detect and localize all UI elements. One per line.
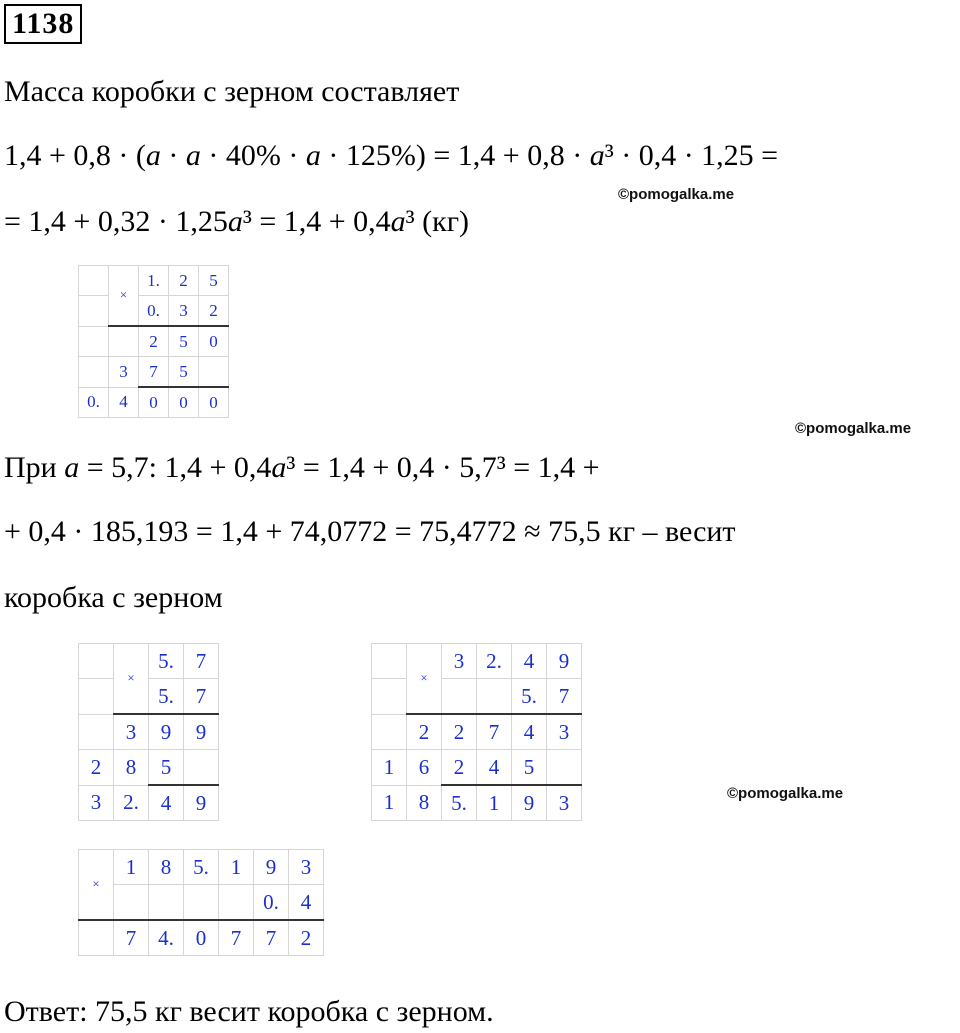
calc-row xyxy=(79,326,229,357)
calc-cell: 3 xyxy=(109,357,139,388)
calc-cell: 4 xyxy=(149,785,184,821)
calc-row xyxy=(79,387,229,418)
calc-cell: 5 xyxy=(169,326,199,357)
calc-cell xyxy=(79,296,109,327)
calc-cell: 3 xyxy=(79,785,114,821)
calc-cell: 7 xyxy=(184,644,219,679)
calc-cell: 4 xyxy=(289,885,324,921)
calc-cell: 1 xyxy=(372,785,407,821)
calc-row xyxy=(79,785,219,821)
calc-cell: 5. xyxy=(149,644,184,679)
calc-cell xyxy=(79,714,114,750)
calc-cell: 7 xyxy=(114,920,149,956)
calc-cell: 3 xyxy=(547,785,582,821)
calc-cell: 9 xyxy=(184,714,219,750)
calc-row xyxy=(79,357,229,388)
calc-cell: 2 xyxy=(407,714,442,750)
calc-cell: 1 xyxy=(477,785,512,821)
calc-cell xyxy=(372,714,407,750)
calc-row xyxy=(79,920,324,956)
calc-cell xyxy=(114,885,149,921)
calc-cell xyxy=(79,266,109,296)
calc-cell: 0 xyxy=(139,387,169,418)
calc-cell: 5 xyxy=(149,750,184,786)
calc-cell: 0 xyxy=(199,326,229,357)
watermark: ©pomogalka.me xyxy=(618,186,735,203)
calc-cell: 2 xyxy=(199,296,229,327)
multiply-sign: × xyxy=(79,850,114,921)
equation-line-2: = 1,4 + 0,32 · 1,25a³ = 1,4 + 0,4a³ (кг) xyxy=(4,205,470,238)
calc-cell: 9 xyxy=(547,644,582,679)
calc-cell: 3 xyxy=(114,714,149,750)
calc-row xyxy=(372,644,582,679)
calc-row xyxy=(372,785,582,821)
calc-cell xyxy=(477,679,512,715)
calc-cell xyxy=(79,357,109,388)
calc-cell: 1 xyxy=(114,850,149,885)
equation-line-5: коробка с зерном xyxy=(4,581,223,614)
calc-cell: 5. xyxy=(184,850,219,885)
calc-row xyxy=(372,714,582,750)
calc-row xyxy=(79,850,324,885)
calc-cell: 0. xyxy=(79,387,109,418)
calc-row xyxy=(79,679,219,715)
calc-cell: 8 xyxy=(114,750,149,786)
calc-cell: 7 xyxy=(547,679,582,715)
calc-cell: 9 xyxy=(184,785,219,821)
calc-cell: 7 xyxy=(139,357,169,388)
calc-cell: 1. xyxy=(139,266,169,296)
calc-cell xyxy=(219,885,254,921)
calc-cell xyxy=(109,326,139,357)
calc-cell: 0 xyxy=(169,387,199,418)
calc-cell: 3 xyxy=(547,714,582,750)
calc-cell: 2. xyxy=(114,785,149,821)
calc-cell: 9 xyxy=(512,785,547,821)
calc-cell: 4 xyxy=(477,750,512,786)
calc-cell: 2 xyxy=(442,714,477,750)
problem-number: 1138 xyxy=(4,4,82,44)
calc-cell xyxy=(184,750,219,786)
calc-cell: 5 xyxy=(199,266,229,296)
calc-cell: 1 xyxy=(372,750,407,786)
calc-cell: 2 xyxy=(139,326,169,357)
equation-line-1: 1,4 + 0,8 · (a · a · 40% · a · 125%) = 1,4 + 0,8 · a³ · 0,4 · 1,25 = xyxy=(4,139,779,172)
calc-cell: 7 xyxy=(254,920,289,956)
calc-cell xyxy=(199,357,229,388)
calc-cell: 9 xyxy=(254,850,289,885)
calc-cell: 6 xyxy=(407,750,442,786)
calc-cell: 4 xyxy=(109,387,139,418)
calc-cell: 4. xyxy=(149,920,184,956)
calc-cell xyxy=(547,750,582,786)
multiply-sign: × xyxy=(407,644,442,715)
calc-cell: 4 xyxy=(512,714,547,750)
calc-cell: 7 xyxy=(184,679,219,715)
calc-cell: 0 xyxy=(184,920,219,956)
calc-cell: 5. xyxy=(512,679,547,715)
calc-cell xyxy=(79,920,114,956)
calc-table-1 xyxy=(78,265,229,418)
watermark: ©pomogalka.me xyxy=(795,420,912,437)
calc-cell: 3 xyxy=(169,296,199,327)
calc-row xyxy=(79,644,219,679)
calc-table-3 xyxy=(371,643,582,821)
calc-cell: 8 xyxy=(149,850,184,885)
calc-cell: 7 xyxy=(219,920,254,956)
calc-row xyxy=(79,266,229,296)
calc-cell: 2. xyxy=(477,644,512,679)
watermark: ©pomogalka.me xyxy=(727,785,844,802)
calc-row xyxy=(79,750,219,786)
calc-cell xyxy=(79,644,114,679)
calc-cell: 5 xyxy=(512,750,547,786)
calc-cell xyxy=(79,679,114,715)
calc-cell xyxy=(372,679,407,715)
calc-cell: 1 xyxy=(219,850,254,885)
calc-cell xyxy=(372,644,407,679)
calc-cell: 2 xyxy=(169,266,199,296)
calc-cell: 0 xyxy=(199,387,229,418)
equation-line-4: + 0,4 · 185,193 = 1,4 + 74,0772 = 75,4772 ≈ 75,5 кг – весит xyxy=(4,515,736,548)
calc-cell: 9 xyxy=(149,714,184,750)
calc-cell xyxy=(149,885,184,921)
calc-cell: 3 xyxy=(289,850,324,885)
calc-cell xyxy=(442,679,477,715)
calc-cell: 2 xyxy=(289,920,324,956)
calc-cell: 8 xyxy=(407,785,442,821)
calc-cell xyxy=(79,326,109,357)
intro-text: Масса коробки с зерном составляет xyxy=(4,75,460,108)
calc-cell: 3 xyxy=(442,644,477,679)
calc-table-2 xyxy=(78,643,219,821)
calc-row xyxy=(372,679,582,715)
calc-cell: 0. xyxy=(254,885,289,921)
calc-table-4 xyxy=(78,849,324,956)
multiply-sign: × xyxy=(109,266,139,327)
calc-cell xyxy=(184,885,219,921)
multiply-sign: × xyxy=(114,644,149,715)
calc-cell: 7 xyxy=(477,714,512,750)
calc-cell: 5. xyxy=(442,785,477,821)
calc-cell: 2 xyxy=(442,750,477,786)
calc-row xyxy=(79,714,219,750)
calc-row xyxy=(79,885,324,921)
calc-row xyxy=(372,750,582,786)
calc-cell: 2 xyxy=(79,750,114,786)
calc-cell: 4 xyxy=(512,644,547,679)
calc-row xyxy=(79,296,229,327)
calc-cell: 0. xyxy=(139,296,169,327)
calc-cell: 5 xyxy=(169,357,199,388)
equation-line-3: При a = 5,7: 1,4 + 0,4a³ = 1,4 + 0,4 · 5,7³ = 1,4 + xyxy=(4,451,600,484)
answer-text: Ответ: 75,5 кг весит коробка с зерном. xyxy=(4,995,494,1028)
calc-cell: 5. xyxy=(149,679,184,715)
